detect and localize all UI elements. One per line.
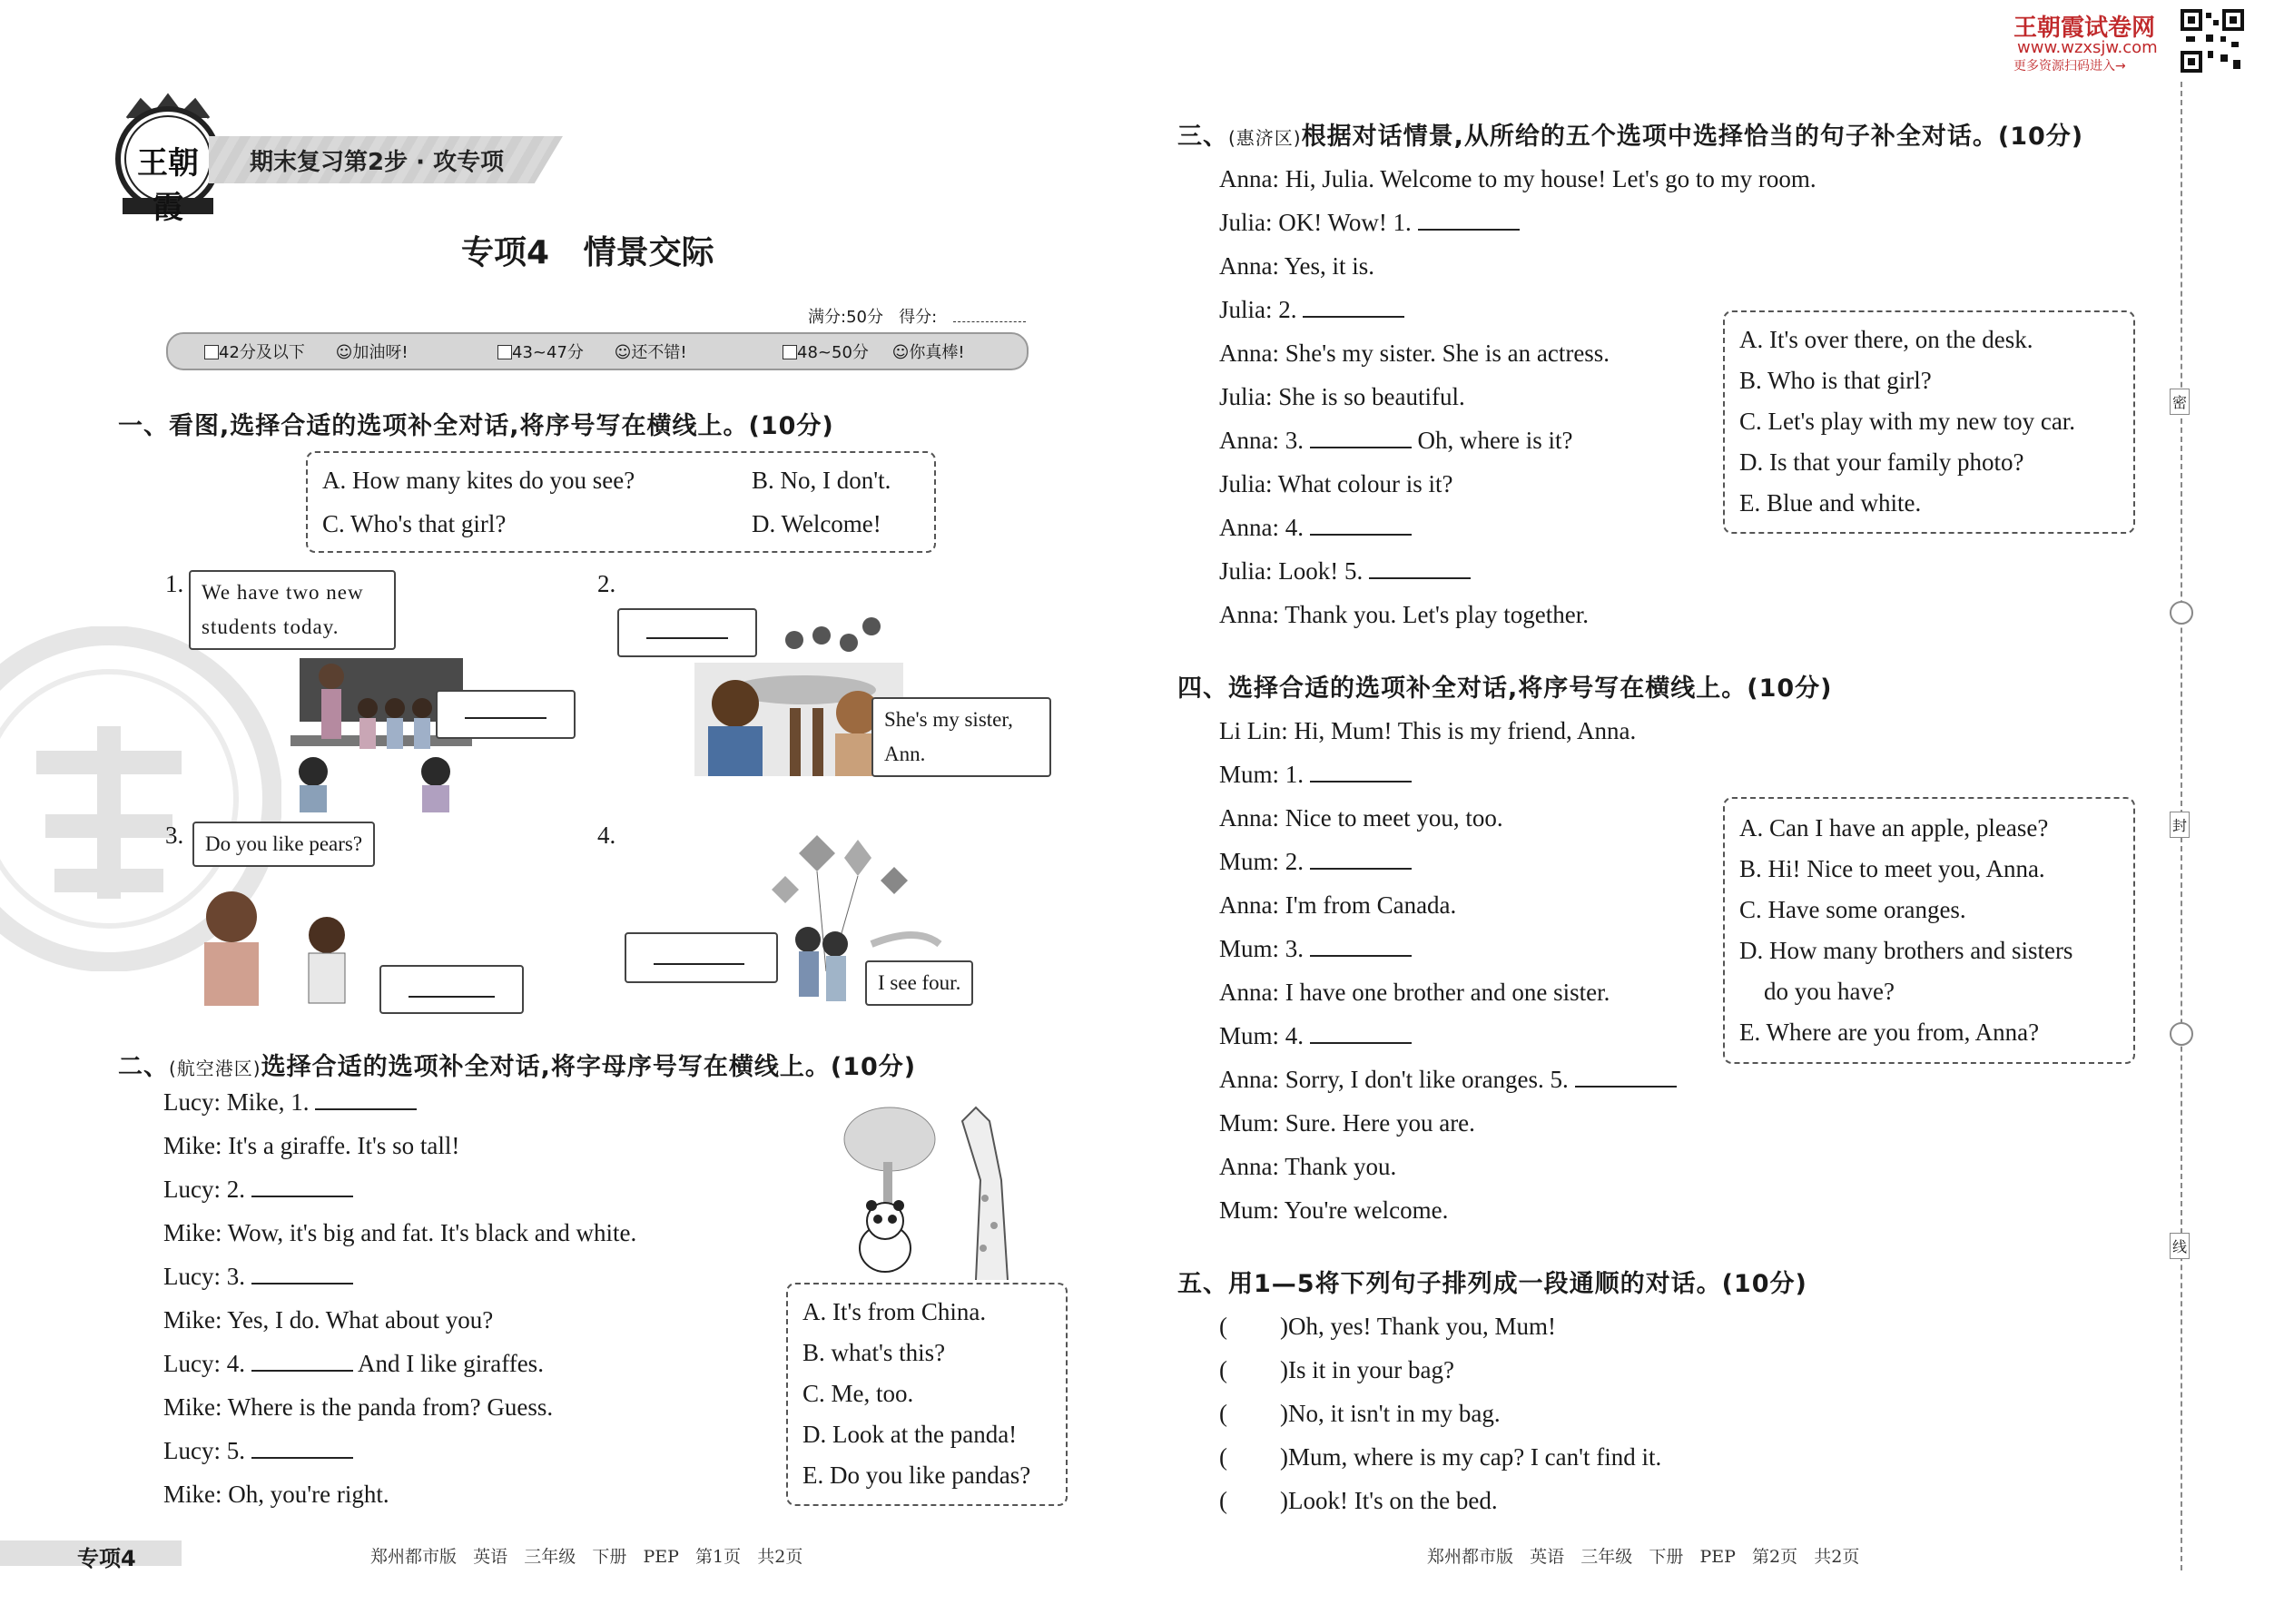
order-number-slot[interactable]: ( ) — [1219, 1443, 1288, 1471]
ordering-text: Oh, yes! Thank you, Mum! — [1288, 1313, 1556, 1340]
dialogue-text-after: Oh, where is it? — [1417, 427, 1573, 454]
dialogue-line — [1219, 1188, 1677, 1232]
footer-tab: 专项4 — [77, 1546, 136, 1571]
ordering-item — [1219, 1348, 1661, 1392]
option-d-continued: do you have? — [1739, 978, 1895, 1005]
rating-note: 你真棒! — [909, 343, 965, 362]
dialogue-text: Anna: 3. — [1219, 427, 1304, 454]
section-4-title: 四、选择合适的选项补全对话,将序号写在横线上。(10分) — [1177, 674, 1833, 703]
dialogue-text: Anna: Yes, it is. — [1219, 252, 1375, 280]
page-title: 专项4 情景交际 — [461, 234, 714, 271]
dialogue-text: Anna: Hi, Julia. Welcome to my house! Let's go to my room. — [1219, 165, 1816, 192]
option-a: A. Can I have an apple, please? — [1739, 814, 2049, 842]
section-5-title: 五、用1—5将下列句子排列成一段通顺的对话。(10分) — [1177, 1270, 1807, 1298]
page-footer: 郑州都市版 英语 三年级 下册 PEP 第1页 共2页 — [370, 1547, 803, 1567]
dialogue-text: Julia: What colour is it? — [1219, 470, 1453, 497]
dialogue-line — [163, 1385, 636, 1429]
answer-blank[interactable] — [251, 1174, 353, 1197]
dialogue-line — [163, 1167, 636, 1211]
answer-bubble[interactable] — [625, 932, 778, 983]
bracket-close: ) — [1280, 1487, 1288, 1514]
smile-icon: ☺ — [335, 343, 353, 362]
bracket-close: ) — [1280, 1313, 1288, 1340]
dialogue-line — [163, 1080, 636, 1124]
rating-label: 43~47分 — [512, 343, 584, 362]
dialogue-line — [1219, 1014, 1677, 1058]
answer-blank[interactable] — [409, 996, 495, 998]
region-tag: (惠济区) — [1228, 127, 1302, 149]
dialogue-text-after: And I like giraffes. — [358, 1350, 544, 1377]
option-e: E. Do you like pandas? — [802, 1462, 1031, 1489]
speech-bubble: I see four. — [865, 960, 973, 1006]
section-5-items — [1219, 1304, 1661, 1522]
ordering-text: No, it isn't in my bag. — [1288, 1400, 1501, 1427]
answer-blank[interactable] — [646, 637, 728, 639]
region-tag: (航空港区) — [169, 1058, 261, 1079]
dialogue-line — [1219, 1101, 1677, 1145]
dialogue-text: Li Lin: Hi, Mum! This is my friend, Anna. — [1219, 717, 1637, 744]
section-3-number: 三、 — [1177, 123, 1228, 151]
qr-code-icon[interactable] — [2181, 9, 2244, 73]
dialogue-line — [1219, 927, 1677, 970]
dialogue-line — [1219, 201, 1816, 244]
option-d: D. How many brothers and sisters — [1739, 937, 2073, 964]
picture-number: 4. — [597, 822, 616, 849]
dialogue-text: Anna: 4. — [1219, 514, 1304, 541]
dialogue-line — [163, 1298, 636, 1342]
dialogue-text: Lucy: 4. — [163, 1350, 245, 1377]
option-c: C. Me, too. — [802, 1380, 914, 1407]
dialogue-line — [1219, 1145, 1677, 1188]
girl-boy-illustration — [191, 881, 390, 1017]
dialogue-text: Mum: 4. — [1219, 1022, 1305, 1049]
binding-hole-icon — [2170, 601, 2193, 625]
answer-blank[interactable] — [1310, 846, 1412, 870]
section-2-title — [118, 1047, 916, 1082]
answer-blank[interactable] — [1310, 425, 1412, 448]
answer-blank[interactable] — [1310, 1020, 1412, 1044]
answer-bubble[interactable] — [436, 690, 576, 739]
logo-text: 王朝霞 — [137, 145, 199, 226]
option-c: C. Have some oranges. — [1739, 896, 1966, 923]
answer-blank[interactable] — [251, 1261, 353, 1284]
binding-hole-icon — [2170, 1022, 2193, 1046]
answer-blank[interactable] — [315, 1087, 417, 1110]
rating-item[interactable] — [783, 340, 965, 363]
dialogue-text: Mike: It's a giraffe. It's so tall! — [163, 1132, 460, 1159]
ordering-item — [1219, 1479, 1661, 1522]
option-d: D. Is that your family photo? — [1739, 448, 2024, 476]
section-4-dialogue — [1219, 709, 1677, 1232]
dialogue-line — [1219, 796, 1677, 840]
ordering-text: Is it in your bag? — [1288, 1356, 1454, 1383]
smile-icon: ☺ — [891, 343, 910, 362]
dialogue-line — [163, 1255, 636, 1298]
answer-blank[interactable] — [1303, 294, 1404, 318]
order-number-slot[interactable]: ( ) — [1219, 1356, 1288, 1383]
answer-bubble[interactable] — [617, 608, 757, 657]
section-2-instruction: 选择合适的选项补全对话,将字母序号写在横线上。(10分) — [261, 1053, 917, 1081]
ordering-text: Look! It's on the bed. — [1288, 1487, 1498, 1514]
dialogue-line — [163, 1429, 636, 1472]
score-blank[interactable] — [953, 321, 1026, 322]
smile-icon: ☺ — [614, 343, 632, 362]
answer-bubble[interactable] — [379, 965, 524, 1014]
bracket-close: ) — [1280, 1356, 1288, 1383]
section-2-dialogue — [163, 1080, 636, 1516]
dialogue-text: Mike: Wow, it's big and fat. It's black and white. — [163, 1219, 637, 1246]
answer-blank[interactable] — [654, 963, 744, 965]
side-mark: 封 — [2170, 812, 2190, 838]
dialogue-line — [1219, 1058, 1677, 1101]
rating-item[interactable] — [204, 340, 409, 363]
ordering-item — [1219, 1392, 1661, 1435]
bracket-close: ) — [1280, 1400, 1288, 1427]
rating-note: 加油呀! — [352, 343, 409, 362]
brand-name: 王朝霞试卷网 — [2013, 15, 2156, 42]
brand-url[interactable]: www.wzxsjw.com — [2017, 38, 2158, 57]
option-b: B. No, I don't. — [752, 467, 891, 494]
dialogue-line — [163, 1472, 636, 1516]
dialogue-text: Lucy: 5. — [163, 1437, 245, 1464]
dialogue-text: Lucy: 2. — [163, 1176, 245, 1203]
speech-bubble: She's my sister, Ann. — [871, 697, 1051, 777]
order-number-slot[interactable]: ( ) — [1219, 1313, 1288, 1340]
ordering-item — [1219, 1435, 1661, 1479]
speech-bubble: We have two new students today. — [189, 570, 396, 650]
header-band-text: 期末复习第2步 · 攻专项 — [250, 149, 505, 176]
dialogue-text: Mum: 1. — [1219, 761, 1305, 788]
dialogue-text: Mum: 3. — [1219, 935, 1305, 962]
picture-number: 2. — [597, 570, 616, 597]
option-e: E. Where are you from, Anna? — [1739, 1019, 2040, 1046]
bracket-close: ) — [1280, 1443, 1288, 1471]
dialogue-line — [1219, 709, 1677, 753]
dialogue-text: Mum: 2. — [1219, 848, 1305, 875]
dialogue-line — [163, 1342, 636, 1385]
rating-label: 48~50分 — [797, 343, 869, 362]
answer-blank[interactable] — [251, 1435, 353, 1459]
option-c: C. Who's that girl? — [322, 510, 507, 537]
section-3-instruction: 根据对话情景,从所给的五个选项中选择恰当的句子补全对话。(10分) — [1301, 123, 2084, 151]
brand-tip: 更多资源扫码进入→ — [2013, 59, 2126, 74]
dialogue-line — [1219, 244, 1816, 288]
side-mark: 密 — [2170, 389, 2190, 415]
option-b: B. Who is that girl? — [1739, 367, 1932, 394]
dialogue-text: Mum: Sure. Here you are. — [1219, 1109, 1475, 1137]
option-c: C. Let's play with my new toy car. — [1739, 408, 2076, 435]
score-line: 满分:50分 得分: — [808, 308, 938, 327]
dialogue-text: Mike: Where is the panda from? Guess. — [163, 1393, 554, 1421]
dialogue-line — [1219, 753, 1677, 796]
option-b: B. what's this? — [802, 1339, 946, 1366]
dialogue-text: Lucy: 3. — [163, 1263, 245, 1290]
dialogue-text: Julia: 2. — [1219, 296, 1297, 323]
option-e: E. Blue and white. — [1739, 489, 1922, 517]
dialogue-text: Mum: You're welcome. — [1219, 1196, 1449, 1224]
dialogue-line — [1219, 157, 1816, 201]
answer-blank[interactable] — [1418, 207, 1520, 231]
dialogue-text: Anna: Sorry, I don't like oranges. 5. — [1219, 1066, 1569, 1093]
dialogue-line — [163, 1211, 636, 1255]
rating-note: 还不错! — [631, 343, 687, 362]
dialogue-text: Julia: Look! 5. — [1219, 557, 1364, 585]
option-b: B. Hi! Nice to meet you, Anna. — [1739, 855, 2045, 882]
side-mark: 线 — [2170, 1233, 2190, 1259]
section-2-number: 二、 — [118, 1053, 169, 1081]
dialogue-text: Anna: I have one brother and one sister. — [1219, 979, 1610, 1006]
dialogue-line — [1219, 970, 1677, 1014]
dialogue-line — [1219, 549, 1816, 593]
speech-bubble: Do you like pears? — [192, 822, 375, 867]
ordering-item — [1219, 1304, 1661, 1348]
dialogue-text: Anna: I'm from Canada. — [1219, 891, 1457, 919]
dialogue-text: Anna: She's my sister. She is an actress. — [1219, 340, 1610, 367]
page-footer: 郑州都市版 英语 三年级 下册 PEP 第2页 共2页 — [1427, 1547, 1860, 1567]
dialogue-text: Julia: OK! Wow! 1. — [1219, 209, 1412, 236]
dialogue-text: Anna: Thank you. Let's play together. — [1219, 601, 1590, 628]
section-1-title: 一、看图,选择合适的选项补全对话,将序号写在横线上。(10分) — [118, 412, 834, 440]
dialogue-text: Mike: Yes, I do. What about you? — [163, 1306, 494, 1334]
answer-blank[interactable] — [1310, 933, 1412, 957]
answer-blank[interactable] — [1310, 759, 1412, 782]
answer-blank[interactable] — [1575, 1064, 1677, 1088]
picture-number: 1. — [165, 570, 184, 597]
dialogue-text: Mike: Oh, you're right. — [163, 1481, 389, 1508]
answer-blank[interactable] — [465, 717, 546, 719]
rating-label: 42分及以下 — [219, 343, 305, 362]
answer-blank[interactable] — [251, 1348, 353, 1372]
option-a: A. How many kites do you see? — [322, 467, 635, 494]
rating-item[interactable] — [497, 340, 687, 363]
ordering-text: Mum, where is my cap? I can't find it. — [1288, 1443, 1662, 1471]
picture-number: 3. — [165, 822, 184, 849]
answer-blank[interactable] — [1310, 512, 1412, 536]
option-d: D. Welcome! — [752, 510, 881, 537]
option-a: A. It's over there, on the desk. — [1739, 326, 2033, 353]
panda-giraffe-illustration — [840, 1098, 1039, 1280]
order-number-slot[interactable]: ( ) — [1219, 1400, 1288, 1427]
order-number-slot[interactable]: ( ) — [1219, 1487, 1288, 1514]
option-d: D. Look at the panda! — [802, 1421, 1018, 1448]
dialogue-line — [1219, 883, 1677, 927]
dialogue-text: Lucy: Mike, 1. — [163, 1088, 310, 1116]
dialogue-line — [1219, 593, 1816, 636]
option-a: A. It's from China. — [802, 1298, 987, 1325]
dialogue-text: Anna: Thank you. — [1219, 1153, 1397, 1180]
dialogue-line — [1219, 840, 1677, 883]
dialogue-text: Anna: Nice to meet you, too. — [1219, 804, 1503, 832]
dialogue-line — [163, 1124, 636, 1167]
dialogue-text: Julia: She is so beautiful. — [1219, 383, 1465, 410]
answer-blank[interactable] — [1369, 556, 1471, 579]
section-3-title — [1177, 116, 2083, 152]
